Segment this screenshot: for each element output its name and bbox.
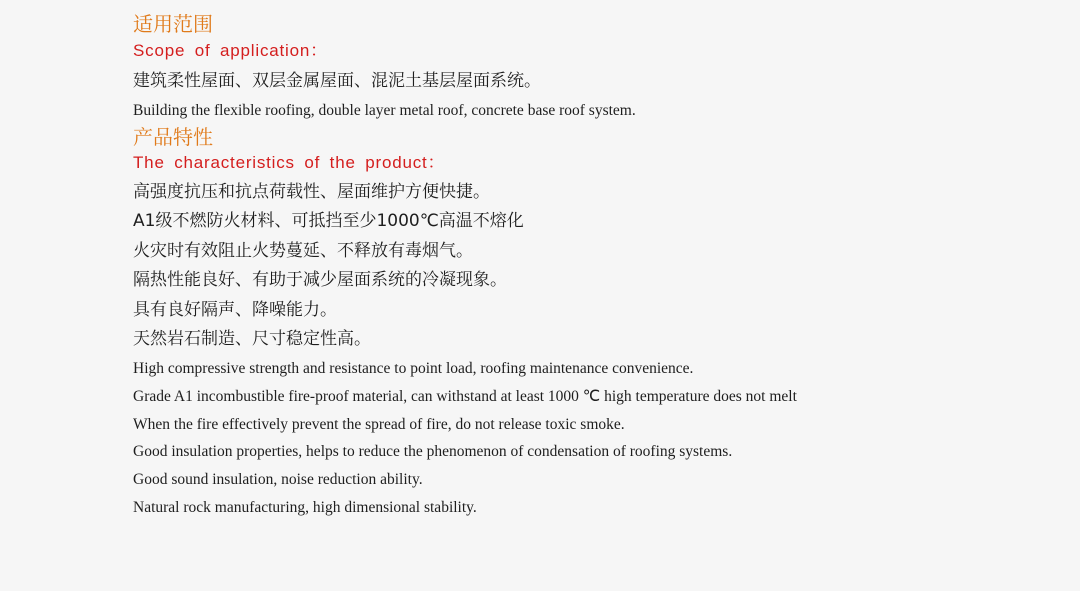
characteristic-item-cn: 火灾时有效阻止火势蔓延、不释放有毒烟气。 [133,240,473,261]
characteristic-item-en: When the fire effectively prevent the spread of fire, do not release toxic smoke. [133,415,625,433]
scope-heading-en: Scope of application： [133,41,328,60]
characteristics-heading-en: The characteristics of the product： [133,153,446,172]
characteristic-item-cn: 隔热性能良好、有助于减少屋面系统的冷凝现象。 [133,270,507,291]
characteristics-list-en [133,355,797,522]
characteristic-item-en: Good insulation properties, helps to reduce the phenomenon of condensation of roofing systems. [133,443,733,461]
characteristic-item-en: Natural rock manufacturing, high dimensional stability. [133,498,477,516]
characteristic-item-en: Grade A1 incombustible fire-proof material, can withstand at least 1000 ℃ high temperature does not melt [133,387,797,405]
scope-heading-cn: 适用范围 [133,12,213,36]
characteristics-list-cn [133,178,524,354]
characteristic-item-en: Good sound insulation, noise reduction ability. [133,471,423,489]
characteristic-item-cn: 具有良好隔声、降噪能力。 [133,299,337,320]
characteristics-heading-cn: 产品特性 [133,125,213,149]
scope-description-en: Building the flexible roofing, double layer metal roof, concrete base roof system. [133,102,636,119]
characteristic-item-en: High compressive strength and resistance to point load, roofing maintenance convenience. [133,360,694,377]
characteristic-item-cn: 高强度抗压和抗点荷载性、屋面维护方便快捷。 [133,182,490,202]
characteristic-item-cn: A1级不燃防火材料、可抵挡至少1000℃高温不熔化 [133,211,524,232]
scope-description-cn: 建筑柔性屋面、双层金属屋面、混泥土基层屋面系统。 [133,71,541,91]
characteristic-item-cn: 天然岩石制造、尺寸稳定性高。 [133,329,371,350]
